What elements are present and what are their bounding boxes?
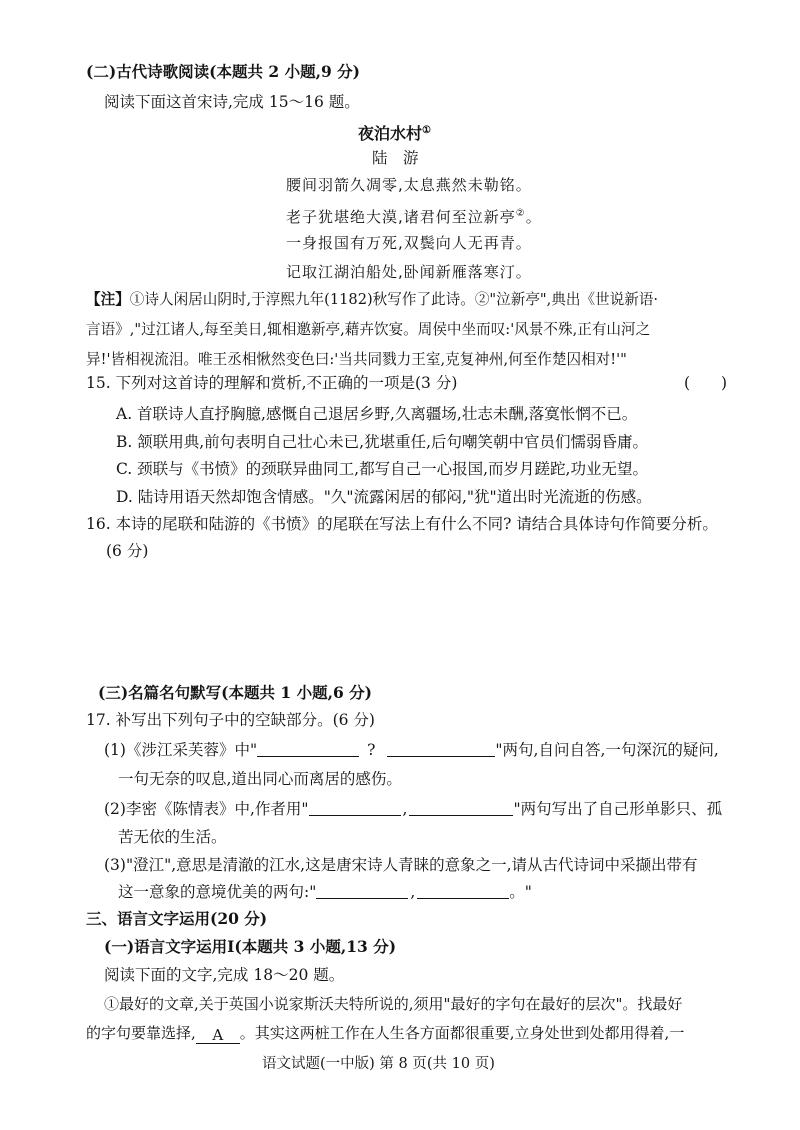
poem-title-text: 夜泊水村 bbox=[358, 124, 423, 143]
q15-option-c: C. 颈联与《书愤》的颈联异曲同工,都写自己一心报国,而岁月蹉跎,功业无望。 bbox=[116, 460, 648, 478]
q17-item2-line2: 苦无依的生活。 bbox=[118, 828, 227, 846]
note-line-1-text: ①诗人闲居山阴时,于淳熙九年(1182)秋写作了此诗。②"泣新亭",典出《世说新语· bbox=[129, 291, 659, 308]
note-line-2: 言语》,"过江诸人,每至美日,辄相邀新亭,藉卉饮宴。周侯中坐而叹:'风景不殊,正有山河之 bbox=[86, 321, 651, 338]
q15-answer-paren: ( ) bbox=[684, 374, 728, 392]
q17-item3-blank-2[interactable] bbox=[417, 882, 509, 899]
part3-para1-line2 bbox=[86, 1023, 684, 1044]
q17-item2-blank-2[interactable] bbox=[409, 799, 513, 816]
q15-option-a: A. 首联诗人直抒胸臆,感慨自己退居乡野,久离疆场,壮志未酬,落寞怅惘不已。 bbox=[116, 405, 638, 423]
part3-heading: 三、语言文字运用(20 分) bbox=[86, 909, 268, 928]
poem-line-2-end: 。 bbox=[525, 208, 542, 226]
poem-line-4: 记取江湖泊船处,卧闻新雁落寒汀。 bbox=[286, 263, 532, 281]
section2-heading: (二)古代诗歌阅读(本题共 2 小题,9 分) bbox=[86, 62, 360, 81]
poem-author: 陆 游 bbox=[372, 149, 419, 167]
part3-para1-line1: ①最好的文章,关于英国小说家斯沃夫特所说的,须用"最好的字句在最好的层次"。找最好 bbox=[104, 995, 683, 1013]
q17-item1-line2: 一句无奈的叹息,道出同心而离居的感伤。 bbox=[118, 770, 402, 788]
q17-item2-comma: , bbox=[402, 800, 408, 818]
poem-line-1: 腰间羽箭久凋零,太息燕然未勒铭。 bbox=[286, 176, 532, 194]
q15-option-d: D. 陆诗用语天然却饱含情感。"久"流露闲居的郁闷,"犹"道出时光流逝的伤感。 bbox=[116, 488, 652, 506]
poem-line-2-note: ② bbox=[515, 208, 526, 219]
part3-blank-a[interactable]: A bbox=[196, 1025, 240, 1044]
poem-title-note: ① bbox=[422, 125, 431, 136]
q17-item2-line1 bbox=[104, 799, 722, 819]
q17-item2-suffix: "两句写出了自己形单影只、孤 bbox=[513, 800, 723, 818]
q16-line-2: (6 分) bbox=[106, 542, 149, 560]
q17-item3-end: 。" bbox=[509, 883, 532, 901]
poem-line-3: 一身报国有万死,双鬓向人无再青。 bbox=[286, 234, 532, 252]
q17-item1-question-mark: ? bbox=[367, 741, 376, 759]
q17-stem: 17. 补写出下列句子中的空缺部分。(6 分) bbox=[86, 711, 375, 729]
q17-item3-blank-1[interactable] bbox=[316, 882, 408, 899]
part3-para1-line2-suffix: 。其实这两桩工作在人生各方面都很重要,立身处世到处都用得着,一 bbox=[239, 1024, 685, 1042]
q17-item1-suffix: "两句,自问自答,一句深沉的疑问, bbox=[495, 741, 719, 759]
poem-line-2 bbox=[286, 204, 542, 227]
q17-item2-blank-1[interactable] bbox=[309, 799, 401, 816]
q15-stem: 15. 下列对这首诗的理解和赏析,不正确的一项是(3 分) bbox=[86, 374, 458, 392]
note-line-3: 异!'皆相视流泪。唯王丞相愀然变色曰:'当共同戮力王室,克复神州,何至作楚囚相对!'" bbox=[86, 351, 627, 368]
section3-heading: (三)名篇名句默写(本题共 1 小题,6 分) bbox=[98, 683, 372, 702]
part3-instruction: 阅读下面的文字,完成 18～20 题。 bbox=[104, 966, 345, 984]
q17-item3-line1: (3)"澄江",意思是清澈的江水,这是唐宋诗人青睐的意象之一,请从古代诗词中采撷出带有 bbox=[104, 856, 698, 874]
q17-item3-comma: , bbox=[410, 883, 416, 901]
q17-item1-prefix: (1)《涉江采芙蓉》中" bbox=[104, 741, 258, 759]
q17-item1-line1 bbox=[104, 740, 719, 760]
poem-title bbox=[358, 121, 431, 144]
poem-line-2-text: 老子犹堪绝大漠,诸君何至泣新亭 bbox=[286, 208, 516, 226]
note-label: 【注】 bbox=[86, 291, 130, 308]
q17-item2-prefix: (2)李密《陈情表》中,作者用" bbox=[104, 800, 309, 818]
part3-sub-heading: (一)语言文字运用Ⅰ(本题共 3 小题,13 分) bbox=[104, 937, 397, 956]
q17-item3-prefix: 这一意象的意境优美的两句:" bbox=[118, 883, 317, 901]
q17-item3-line2 bbox=[118, 882, 532, 902]
q17-item1-blank-2[interactable] bbox=[387, 740, 495, 757]
note-line-1 bbox=[86, 290, 658, 310]
section2-instruction: 阅读下面这首宋诗,完成 15～16 题。 bbox=[104, 93, 360, 111]
q15-option-b: B. 颔联用典,前句表明自己壮心未已,犹堪重任,后句嘲笑朝中官员们懦弱昏庸。 bbox=[116, 433, 649, 451]
q17-item1-blank-1[interactable] bbox=[257, 740, 359, 757]
page-footer: 语文试题(一中版) 第 8 页(共 10 页) bbox=[262, 1056, 495, 1072]
q16-line-1: 16. 本诗的尾联和陆游的《书愤》的尾联在写法上有什么不同? 请结合具体诗句作简要分析。 bbox=[86, 515, 718, 533]
part3-para1-line2-prefix: 的字句要靠选择, bbox=[86, 1024, 196, 1042]
